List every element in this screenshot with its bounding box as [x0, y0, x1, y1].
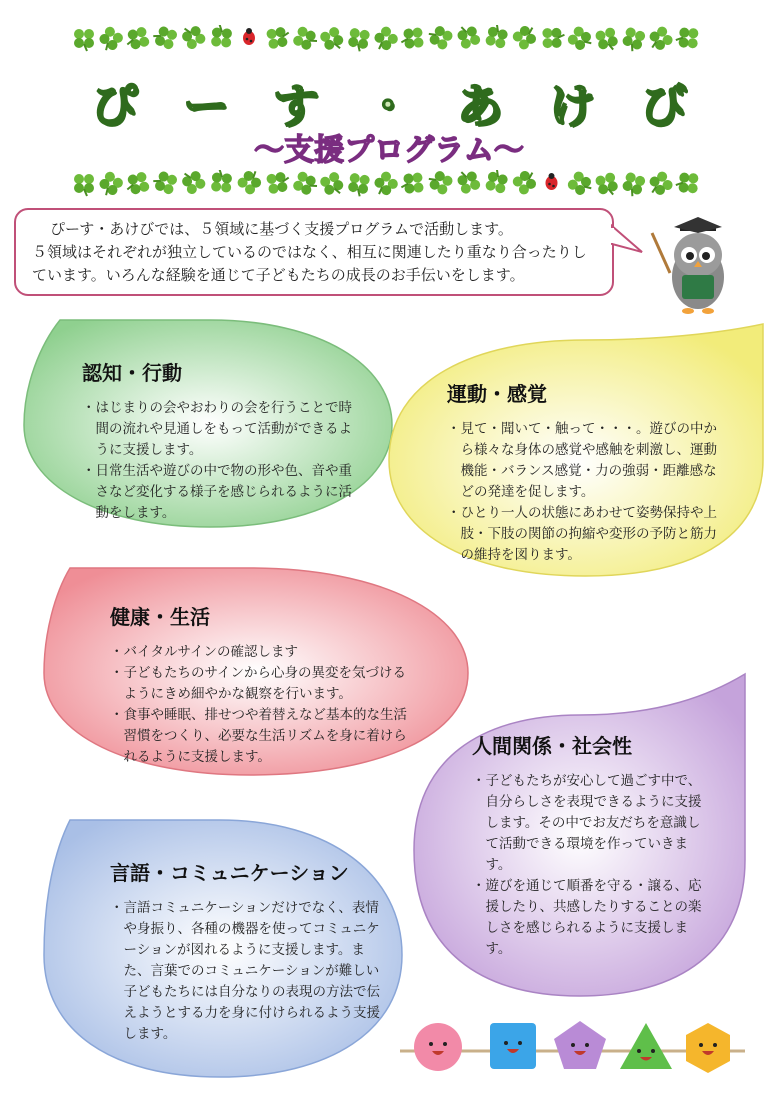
list-item: ・ はじまりの会やおわりの会を行うことで時間の流れや見通しをもって活動ができるように支援します。: [82, 398, 357, 461]
list-item: ・ 日常生活や遊びの中で物の形や色、音や重さなど変化する様子を感じられるように活動をします。: [82, 461, 357, 524]
shape-friends-icon: [400, 1015, 745, 1085]
section-title: 運動・感覚: [447, 382, 547, 406]
section-motor: [385, 320, 765, 580]
section-social: [410, 670, 750, 1000]
page-subtitle: ～支援プログラム～: [254, 133, 524, 168]
section-cognition: [20, 315, 395, 530]
list-item: ・ バイタルサインの確認します: [110, 642, 410, 663]
section-language: [40, 815, 405, 1080]
section-title: 認知・行動: [82, 361, 182, 385]
section-title: 健康・生活: [110, 605, 210, 629]
intro-line-1: ぴーす・あけびでは、５領域に基づく支援プログラムで活動します。: [50, 220, 513, 238]
list-item: ・ 子どもたちが安心して過ごす中で、自分らしさを表現できるように支援します。その中でお友だちを意識して活動できる環境を作っていきます。: [472, 771, 712, 876]
list-item: ・ ひとり一人の状態にあわせて姿勢保持や上肢・下肢の関節の拘縮や変形の予防と筋力の維持を図ります。: [447, 503, 722, 566]
clover-border-top: [70, 25, 710, 55]
clover-border-bottom: [70, 170, 710, 200]
section-title: 言語・コミュニケーション: [110, 861, 349, 885]
clover-icon: [70, 170, 710, 200]
owl-teacher-icon: [640, 215, 736, 315]
section-health: [40, 563, 470, 778]
page-title: ぴーす・あけび: [91, 79, 733, 133]
list-item: ・ 子どもたちのサインから心身の異変を気づけるようにきめ細やかな観察を行います。: [110, 663, 410, 705]
ladybug-icon: [546, 173, 558, 190]
list-item: ・ 食事や睡眠、排せつや着替えなど基本的な生活習慣をつくり、必要な生活リズムを身に着けられるように支援します。: [110, 705, 410, 768]
ladybug-icon: [243, 28, 255, 45]
clover-icon: [70, 25, 710, 55]
list-item: ・ 見て・聞いて・触って・・・。遊びの中から様々な身体の感覚や感触を刺激し、運動機能・バランス感覚・力の強弱・距離感などの発達を促します。: [447, 419, 722, 503]
intro-speech-bubble: [14, 208, 614, 296]
section-title: 人間関係・社会性: [472, 734, 632, 758]
list-item: ・ 遊びを通じて順番を守る・譲る、応援したり、共感したりすることの楽しさを感じられるように支援します。: [472, 876, 712, 960]
intro-line-2: ５領域はそれぞれが独立しているのではなく、相互に関連したり重なり合ったりしています。いろんな経験を通じて子どもたちの成長のお手伝いをします。: [32, 243, 587, 284]
list-item: ・ 言語コミュニケーションだけでなく、表情や身振り、各種の機器を使ってコミュニケーションが図れるように支援します。また、言葉でのコミュニケーションが難しい子どもたちには自分なりの表現の方法で伝えようとする力を身に付けられるよう支援します。: [110, 898, 380, 1045]
